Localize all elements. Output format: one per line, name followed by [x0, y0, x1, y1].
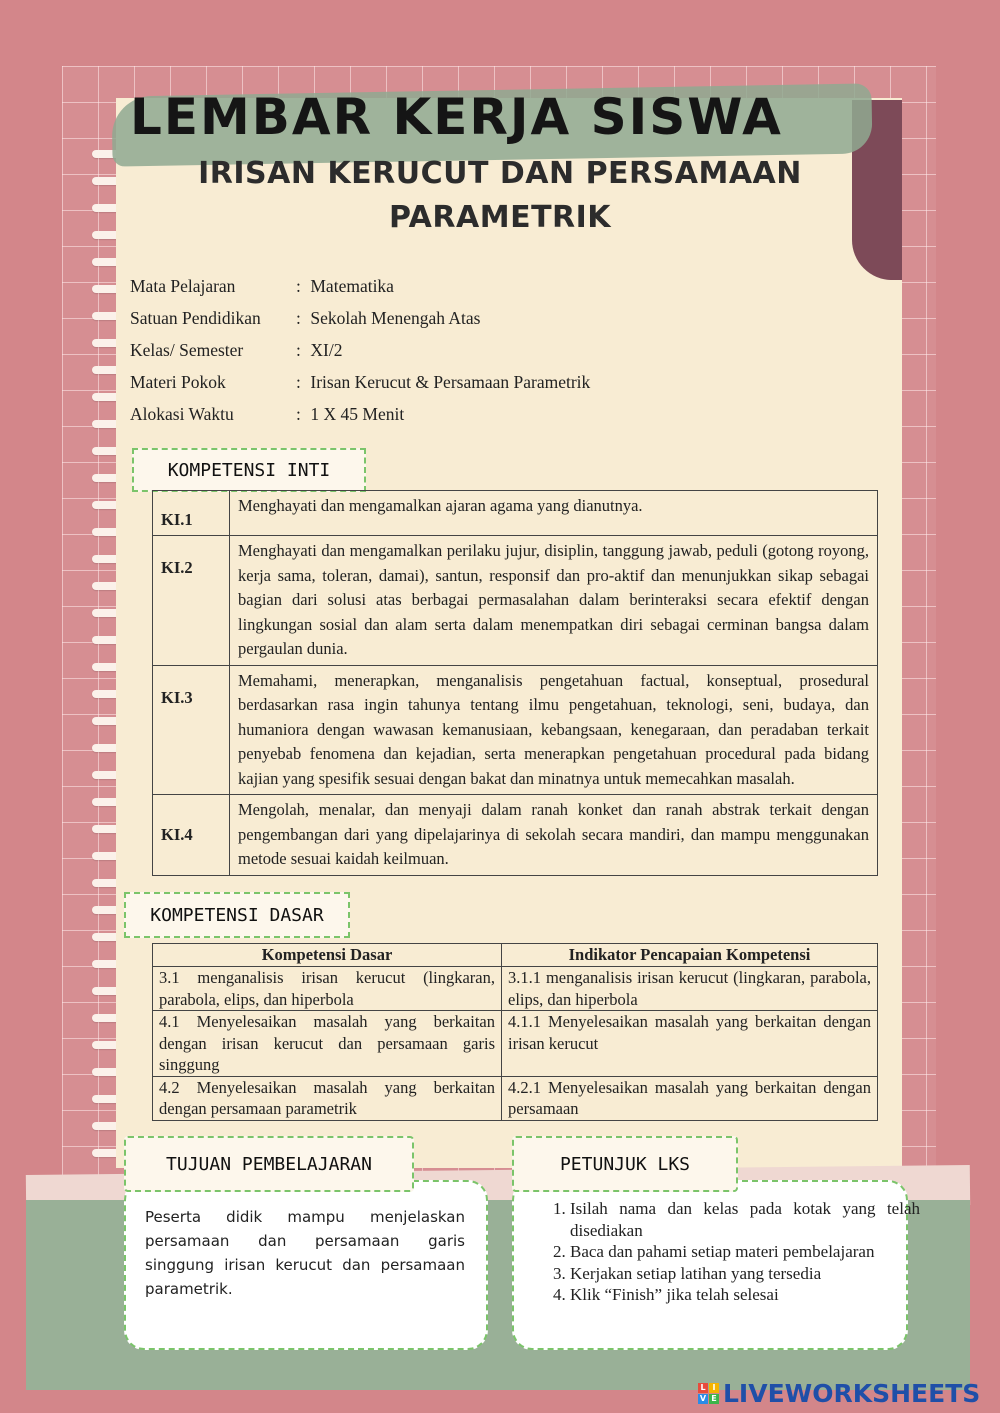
column-header: Kompetensi Dasar: [153, 944, 502, 967]
liveworksheets-watermark[interactable]: [698, 1378, 980, 1408]
ki-text: Menghayati dan mengamalkan perilaku jujur, disiplin, tanggung jawab, peduli (gotong royong, kerja sama, toleran, damai), santun, responsif dan pro-aktif dan menunjukkan sikap sebagai bagian dari solusi atas berbagai permasalahan dalam berinteraksi secara efektif dengan lingkungan sosial dan alam serta dalam menempatkan diri sebagai cerminan bangsa dalam pergaulan dunia.: [230, 536, 878, 666]
info-value: XI/2: [310, 340, 343, 360]
tujuan-heading: TUJUAN PEMBELAJARAN: [124, 1136, 414, 1192]
kompetensi-inti-table: [152, 490, 878, 876]
info-colon: :: [296, 340, 301, 360]
logo-tile: L: [698, 1383, 708, 1393]
ipk-cell: 3.1.1 menganalisis irisan kerucut (lingkaran, parabola, elips, dan hiperbola: [502, 967, 878, 1011]
subtitle-line: PARAMETRIK: [388, 200, 612, 235]
list-item: 4. Klik “Finish” jika telah selesai: [570, 1284, 920, 1306]
tujuan-text: Peserta didik mampu menjelaskan persamaan dan persamaan garis singgung irisan kerucut dan persamaan parametrik.: [145, 1208, 465, 1298]
info-colon: :: [296, 276, 301, 296]
table-row: [153, 536, 878, 666]
petunjuk-heading: PETUNJUK LKS: [512, 1136, 738, 1192]
table-row: [153, 665, 878, 795]
ki-code: KI.4: [153, 795, 230, 876]
info-value: Irisan Kerucut & Persamaan Parametrik: [310, 372, 591, 392]
table-row: [153, 967, 878, 1011]
info-row: [130, 368, 590, 400]
ki-code: KI.3: [153, 665, 230, 795]
table-row: [153, 795, 878, 876]
info-row: [130, 400, 590, 432]
kd-cell: 4.2 Menyelesaikan masalah yang berkaitan dengan persamaan parametrik: [153, 1076, 502, 1120]
info-colon: :: [296, 308, 301, 328]
info-label: Mata Pelajaran: [130, 276, 236, 296]
info-value: 1 X 45 Menit: [310, 404, 405, 424]
page-title: LEMBAR KERJA SISWA: [130, 88, 783, 146]
ki-code: KI.2: [153, 536, 230, 666]
info-label: Satuan Pendidikan: [130, 308, 261, 328]
ki-text: Mengolah, menalar, dan menyaji dalam ranah konket dan ranah abstrak terkait dengan pengembangan dari yang dipelajarinya di sekolah secara mandiri, dan mampu menggunakan metode sesuai kaidah keilmuan.: [230, 795, 878, 876]
ki-text: Memahami, menerapkan, menganalisis pengetahuan factual, konseptual, prosedural berdasarkan rasa ingin tahunya tentang ilmu pengetahuan, teknologi, seni, budaya, dan humaniora dengan wawasan kemanusiaan, kebangsaan, kenegaraan, dan peradaban terkait penyebab fenomena dan kejadian, serta menerapkan pengetahuan procedural pada bidang kajian yang spesifik sesuai dengan bakat dan minatnya untuk memecahkan masalah.: [230, 665, 878, 795]
kd-cell: 4.1 Menyelesaikan masalah yang berkaitan dengan irisan kerucut dan persamaan garis singgung: [153, 1011, 502, 1077]
table-row: [153, 491, 878, 536]
logo-tile: V: [699, 1393, 707, 1403]
logo-tile: E: [709, 1394, 719, 1404]
table-row: [153, 1076, 878, 1120]
ki-text: Menghayati dan mengamalkan ajaran agama yang dianutnya.: [230, 491, 878, 536]
column-header: Indikator Pencapaian Kompetensi: [502, 944, 878, 967]
table-header-row: [153, 944, 878, 967]
kompetensi-inti-heading: KOMPETENSI INTI: [132, 448, 366, 492]
list-item: 2. Baca dan pahami setiap materi pembelajaran: [570, 1241, 920, 1263]
petunjuk-list: [534, 1198, 920, 1306]
kd-cell: 3.1 menganalisis irisan kerucut (lingkaran, parabola, elips, dan hiperbola: [153, 967, 502, 1011]
kompetensi-dasar-table: [152, 943, 878, 1121]
info-colon: :: [296, 372, 301, 392]
info-row: [130, 336, 590, 368]
info-label: Alokasi Waktu: [130, 404, 234, 424]
subtitle-line: IRISAN KERUCUT DAN PERSAMAAN: [198, 156, 802, 191]
info-value: Matematika: [310, 276, 394, 296]
list-item: 3. Kerjakan setiap latihan yang tersedia: [570, 1263, 920, 1285]
liveworksheets-logo-icon: [698, 1383, 719, 1404]
ipk-cell: 4.2.1 Menyelesaikan masalah yang berkaitan dengan persamaan: [502, 1076, 878, 1120]
info-label: Kelas/ Semester: [130, 340, 244, 360]
page-subtitle: [160, 152, 840, 240]
info-row: [130, 272, 590, 304]
ipk-cell: 4.1.1 Menyelesaikan masalah yang berkaitan dengan irisan kerucut: [502, 1011, 878, 1077]
ki-code: KI.1: [153, 491, 230, 536]
info-row: [130, 304, 590, 336]
info-label: Materi Pokok: [130, 372, 226, 392]
subject-info: [130, 272, 590, 432]
watermark-text: LIVEWORKSHEETS: [723, 1378, 981, 1408]
kompetensi-dasar-heading: KOMPETENSI DASAR: [124, 892, 350, 938]
list-item: 1. Isilah nama dan kelas pada kotak yang telah disediakan: [570, 1198, 920, 1241]
info-value: Sekolah Menengah Atas: [310, 308, 481, 328]
table-row: [153, 1011, 878, 1077]
logo-tile: I: [709, 1383, 719, 1393]
info-colon: :: [296, 404, 301, 424]
